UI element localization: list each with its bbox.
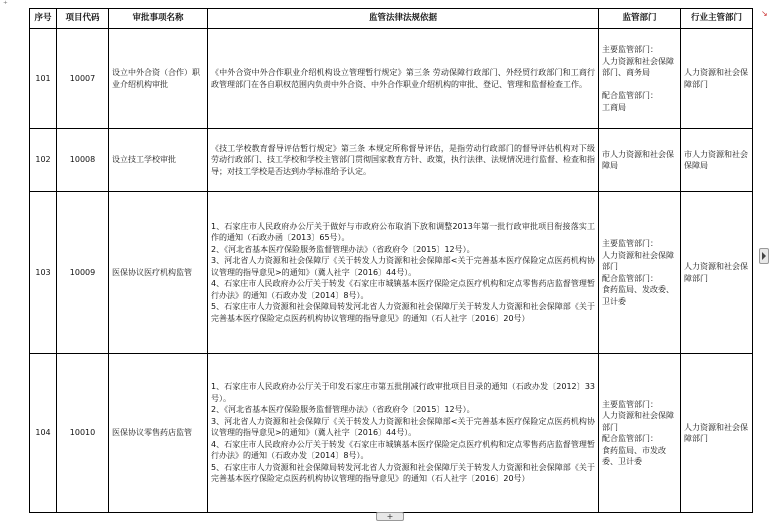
expand-right-handle-icon[interactable] — [759, 248, 769, 264]
move-handle-icon[interactable]: ⁺ — [3, 0, 8, 10]
dept-line: 食药监局、市发改委、卫计委 — [602, 445, 666, 466]
cell-legal-basis — [208, 354, 599, 513]
cell-item-name: 设立中外合资（合作）职业介绍机构审批 — [109, 29, 208, 129]
supervision-table — [29, 8, 753, 513]
dept-spacer — [602, 79, 677, 91]
table-row — [30, 129, 753, 192]
dept-line: 人力资源和社会保障部门 — [602, 250, 674, 271]
cell-item-name: 设立技工学校审批 — [109, 129, 208, 192]
cell-legal-basis — [208, 29, 599, 129]
cell-project-code: 10010 — [57, 354, 109, 513]
basis-line: 4、石家庄市人民政府办公厅关于转发《石家庄市城镇基本医疗保险定点医疗机构和定点零售药店监督管理暂行办法》的通知（石政办发〔2014〕8号）。 — [211, 439, 595, 461]
cell-industry-dept: 市人力资源和社会保障局 — [681, 129, 753, 192]
basis-line: 5、石家庄市人力资源和社会保障局转发河北省人力资源和社会保障厅关于转发人力资源和社会保障部《关于完善基本医疗保险定点医药机构协议管理的指导意见》的通知（石人社字〔2016〕20号） — [211, 302, 595, 323]
basis-line: 《中外合资中外合作职业介绍机构设立管理暂行规定》第三条 劳动保障行政部门、外经贸行政部门和工商行政管理部门在各自职权范围内负责中外合资、中外合作职业介绍机构的审批、登记、管理和监督检查工作。 — [211, 68, 595, 89]
cell-index: 104 — [30, 354, 57, 513]
cell-project-code: 10009 — [57, 192, 109, 354]
cell-project-code: 10008 — [57, 129, 109, 192]
basis-line: 1、石家庄市人民政府办公厅关于做好与市政府公布取消下放和调整2013年第一批行政审批项目衔接落实工作的通知（石政办函〔2013〕65号）。 — [211, 221, 595, 243]
dept-line: 人力资源和社会保障部门 — [602, 411, 674, 432]
cell-project-code: 10007 — [57, 29, 109, 129]
header-index: 序号 — [30, 9, 57, 29]
table-row — [30, 29, 753, 129]
table-row — [30, 354, 753, 513]
add-row-handle[interactable]: + — [376, 512, 404, 521]
dept-line: 主要监管部门： — [602, 45, 658, 54]
dept-line: 人力资源和社会保障部门、商务局 — [602, 56, 674, 77]
table-row — [30, 192, 753, 354]
cell-supervision-dept — [599, 354, 681, 513]
cell-supervision-dept — [599, 192, 681, 354]
dept-line: 食药监局、发改委、卫计委 — [602, 285, 674, 306]
dept-line: 配合监管部门： — [602, 273, 658, 283]
basis-line: 4、石家庄市人民政府办公厅关于转发《石家庄市城镇基本医疗保险定点医疗机构和定点零售药店监督管理暂行办法》的通知（石政办发〔2014〕8号）。 — [211, 279, 595, 300]
basis-line: 1、石家庄市人民政府办公厅关于印发石家庄市第五批削减行政审批项目目录的通知（石政办发〔2012〕33号）。 — [211, 382, 595, 403]
table-header-row — [30, 9, 753, 29]
cell-item-name: 医保协议零售药店监管 — [109, 354, 208, 513]
cell-index: 102 — [30, 129, 57, 192]
dept-line: 市人力资源和社会保障局 — [602, 149, 674, 170]
cell-industry-dept: 人力资源和社会保障部门 — [681, 192, 753, 354]
header-supervision-dept: 监管部门 — [599, 9, 681, 29]
basis-line: 《技工学校教育督导评估暂行规定》第三条 本规定所称督导评估，是指劳动行政部门的督导评估机构对下级劳动行政部门、技工学校和学校主管部门贯彻国家教育方针、政策，执行法律、法规情况进行监督、检查和指导；对技工学校是否达到办学标准给予认定。 — [211, 143, 595, 176]
cell-industry-dept: 人力资源和社会保障部门 — [681, 29, 753, 129]
basis-line: 3、河北省人力资源和社会保障厅《关于转发人力资源和社会保障部<关于完善基本医疗保险定点医药机构协议管理的指导意见>的通知》（冀人社字〔2016〕44号）。 — [211, 416, 595, 438]
dept-line: 配合监管部门： — [602, 91, 658, 100]
header-item-name: 审批事项名称 — [109, 9, 208, 29]
cell-index: 103 — [30, 192, 57, 354]
resize-arrow-icon[interactable]: ↘ — [761, 9, 768, 18]
cell-supervision-dept — [599, 129, 681, 192]
dept-line: 主要监管部门： — [602, 399, 658, 409]
cell-index: 101 — [30, 29, 57, 129]
basis-line: 5、石家庄市人力资源和社会保障局转发河北省人力资源和社会保障厅关于转发人力资源和社会保障部《关于完善基本医疗保险定点医药机构协议管理的指导意见》的通知（石人社字〔2016〕20号） — [211, 462, 595, 484]
basis-line: 3、河北省人力资源和社会保障厅《关于转发人力资源和社会保障部<关于完善基本医疗保险定点医药机构协议管理的指导意见>的通知》（冀人社字〔2016〕44号）。 — [211, 256, 595, 277]
cell-item-name: 医保协议医疗机构监管 — [109, 192, 208, 354]
cell-legal-basis — [208, 192, 599, 354]
basis-line: 2、《河北省基本医疗保险服务监督管理办法》（省政府令〔2015〕12号）。 — [211, 244, 475, 254]
cell-industry-dept: 人力资源和社会保障部门 — [681, 354, 753, 513]
dept-line: 工商局 — [602, 102, 626, 112]
dept-line: 主要监管部门： — [602, 239, 658, 248]
cell-legal-basis — [208, 129, 599, 192]
cell-supervision-dept — [599, 29, 681, 129]
basis-line: 2、《河北省基本医疗保险服务监督管理办法》（省政府令〔2015〕12号）。 — [211, 405, 475, 415]
header-legal-basis: 监管法律法规依据 — [208, 9, 599, 29]
header-industry-dept: 行业主管部门 — [681, 9, 753, 29]
dept-line: 配合监管部门： — [602, 434, 658, 443]
header-project-code: 项目代码 — [57, 9, 109, 29]
